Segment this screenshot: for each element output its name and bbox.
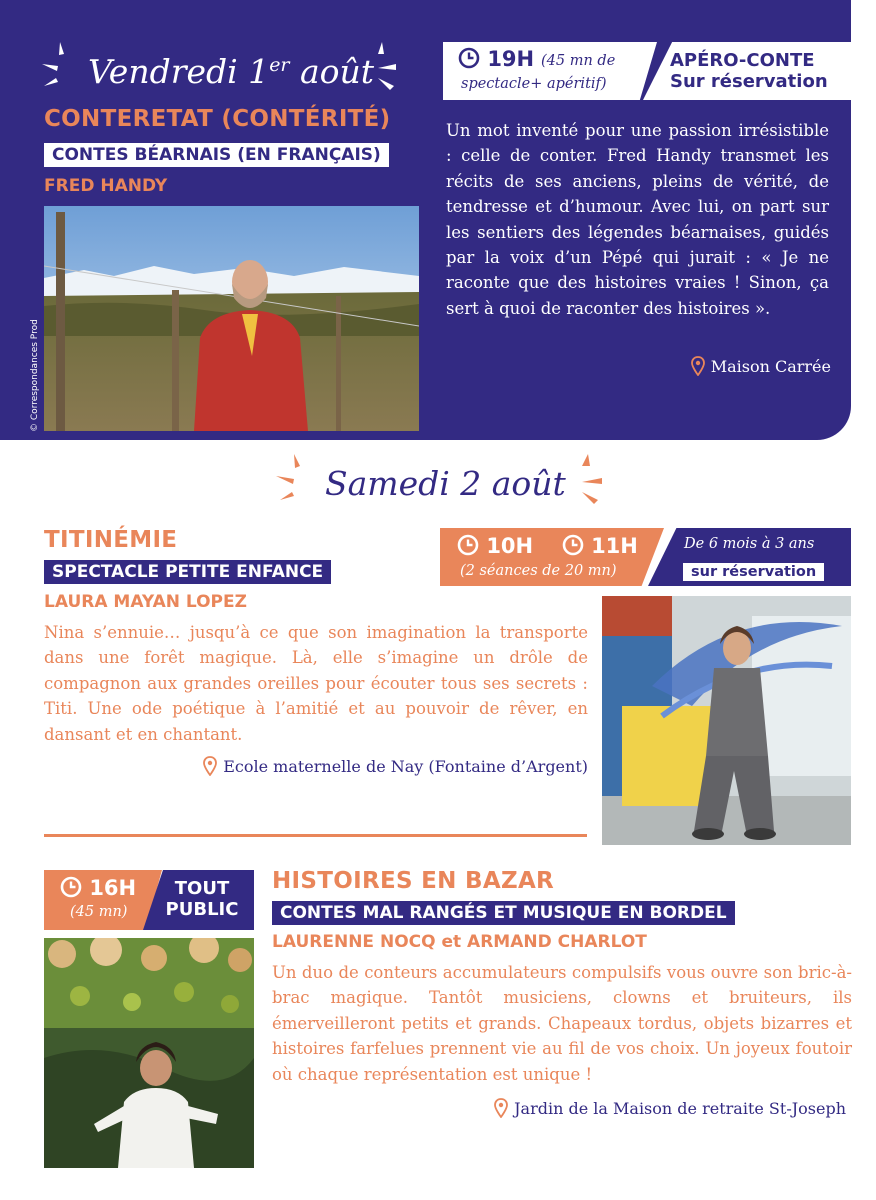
show1-category: SPECTACLE PETITE ENFANCE	[44, 560, 331, 584]
show1-reservation: sur réservation	[683, 563, 824, 581]
show2-photo	[44, 938, 254, 1168]
clock-icon	[458, 47, 480, 69]
friday-time-note-1: (45 mn de	[541, 53, 616, 69]
friday-time: 19H	[458, 47, 534, 71]
show1-description: Nina s’ennuie… jusqu’à ce que son imagination la transporte dans une forêt magique. Là, elle s’imagine un drôle de compagnon aux grandes oreilles pour écouter tous ses secrets : Titi. Une ode poétique à l’amitié et au pouvoir de rêver, en dansant et en chantant.	[44, 623, 588, 744]
saturday-day-title: Samedi 2 août	[325, 464, 566, 503]
show2-description: Un duo de conteurs accumulateurs compulsifs vous ouvre son bric-à-brac magique. Tantôt musiciens, clowns et bruiteurs, ils émerveilleront petits et grands. Chapeaux tordus, objets bizarres et histoires farfelues prennent vie au fil de vos choix. Un joyeux foutoir où chaque représentation est unique !	[272, 963, 852, 1084]
friday-show-title: CONTERETAT (CONTÉRITÉ)	[44, 106, 391, 132]
show2-location: Jardin de la Maison de retraite St-Joseph	[494, 1098, 846, 1118]
show2-category: CONTES MAL RANGÉS ET MUSIQUE EN BORDEL	[272, 901, 735, 925]
map-pin-icon	[691, 356, 705, 376]
sparkle-right-icon	[374, 38, 400, 94]
photo-credit: © Correspondances Prod	[30, 319, 40, 432]
clock-icon	[562, 534, 584, 556]
show1-age: De 6 mois à 3 ans	[684, 536, 815, 552]
clock-icon	[457, 534, 479, 556]
show2-title: HISTOIRES EN BAZAR	[272, 868, 555, 894]
show1-photo	[602, 596, 851, 845]
clock-icon	[60, 876, 82, 898]
friday-show-artist: FRED HANDY	[44, 176, 168, 196]
show1-title: TITINÉMIE	[44, 527, 178, 553]
show2-time-note: (45 mn)	[70, 904, 128, 920]
section-divider	[44, 834, 587, 837]
sparkle-left-icon	[274, 452, 300, 508]
map-pin-icon	[203, 756, 217, 776]
sparkle-left-icon	[38, 38, 64, 94]
sparkle-right-icon	[578, 452, 604, 508]
friday-show-category: CONTES BÉARNAIS (EN FRANÇAIS)	[44, 143, 389, 167]
show2-time: 16H	[60, 876, 136, 900]
show1-location: Ecole maternelle de Nay (Fontaine d’Argent)	[203, 756, 588, 776]
friday-photo	[44, 206, 419, 431]
show1-artist: LAURA MAYAN LOPEZ	[44, 592, 247, 612]
friday-type-text: APÉRO-CONTE Sur réservation	[670, 50, 828, 92]
map-pin-icon	[494, 1098, 508, 1118]
show1-times: 10H 11H	[457, 534, 638, 558]
friday-location: Maison Carrée	[691, 356, 831, 376]
show2-artist: LAURENNE NOCQ et ARMAND CHARLOT	[272, 932, 647, 952]
friday-description: Un mot inventé pour une passion irrésistible : celle de conter. Fred Handy transmet les récits de ses anciens, pleins de vérité, de tendresse et d’humour. Avec lui, on part sur les sentiers des légendes béarnaises, guidés par la voix d’un Pépé qui jurait : « Je ne raconte que des histoires vraies ! Sinon, ça sert à quoi de raconter des histoires ».	[446, 121, 829, 318]
friday-time-note-2: spectacle+ apéritif)	[461, 76, 607, 92]
friday-day-title: Vendredi 1er août	[88, 52, 375, 91]
show2-audience: TOUT PUBLIC	[165, 878, 239, 920]
show1-time-note: (2 séances de 20 mn)	[460, 563, 617, 579]
